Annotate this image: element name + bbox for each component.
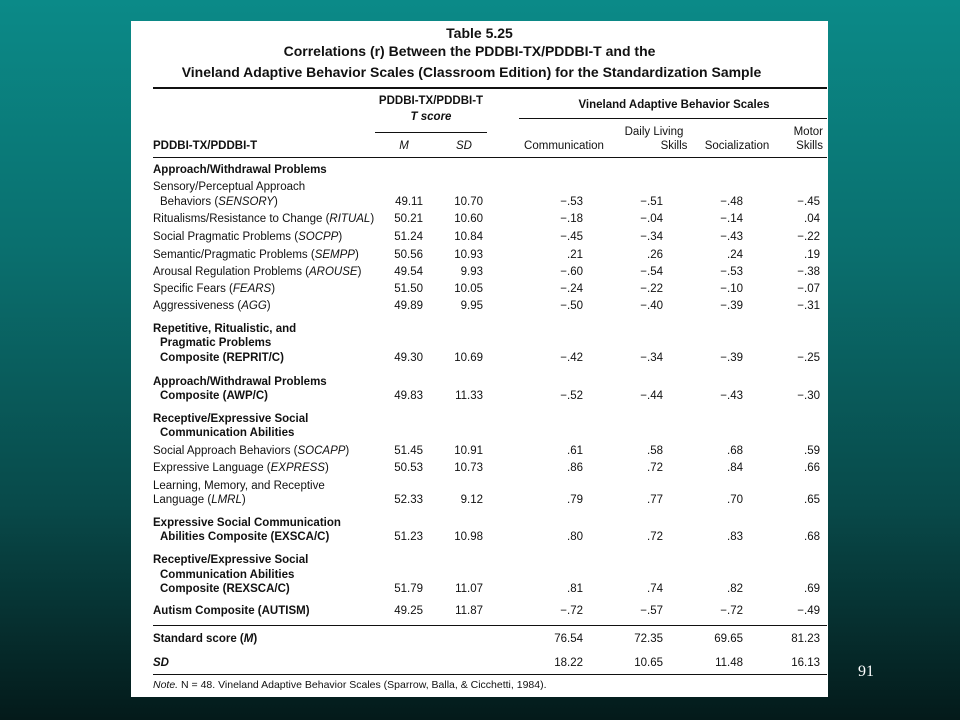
cell-sd: 9.95 [460, 300, 483, 312]
cell-sd: 10.73 [454, 462, 483, 474]
cell-daily-living: −.04 [640, 213, 663, 225]
cell-communication: −.60 [560, 266, 583, 278]
section-label: Approach/Withdrawal Problems [153, 164, 327, 176]
cell-m: 49.89 [394, 300, 423, 312]
cell-motor: −.25 [797, 352, 820, 364]
cell-daily-living: −.51 [640, 196, 663, 208]
cell-m: 49.25 [394, 605, 423, 617]
cell-m: 51.45 [394, 445, 423, 457]
table-number: Table 5.25 [446, 25, 513, 41]
cell-socialization: .83 [727, 531, 743, 543]
cell-socialization: .24 [727, 249, 743, 261]
cell-motor: −.31 [797, 300, 820, 312]
cell-motor: −.38 [797, 266, 820, 278]
col-motor-header-1: Motor [793, 126, 823, 138]
cell-m: 51.79 [394, 583, 423, 595]
cell-socialization: −.53 [720, 266, 743, 278]
composite-label: Autism Composite (AUTISM) [153, 605, 310, 617]
row-label: Sensory/Perceptual Approach [153, 181, 306, 193]
cell-motor: −.45 [797, 196, 820, 208]
row-label: Expressive Language (EXPRESS) [153, 462, 329, 474]
cell-motor: .69 [804, 583, 820, 595]
cell-daily-living: .77 [647, 494, 663, 506]
cell-motor: .04 [804, 213, 820, 225]
cell-socialization: −.39 [720, 300, 743, 312]
cell-communication: .81 [567, 583, 583, 595]
composite-label: Receptive/Expressive Social [153, 554, 309, 566]
stats-rule [153, 625, 827, 626]
table-page [131, 21, 828, 697]
cell-sd: 10.91 [454, 445, 483, 457]
cell-daily-living: .74 [647, 583, 663, 595]
cell-m: 49.11 [395, 196, 423, 208]
cell-m: 49.30 [394, 352, 423, 364]
composite-label: Composite (AWP/C) [160, 390, 268, 402]
cell-socialization: −.14 [720, 213, 743, 225]
cell-motor: .66 [804, 462, 820, 474]
vineland-rule [519, 118, 827, 119]
cell-sd: 11.33 [455, 390, 483, 402]
standard-score-communication: 76.54 [554, 633, 583, 645]
standard-score-label: Standard score (M) [153, 633, 258, 645]
cell-m: 51.50 [394, 283, 423, 295]
cell-motor: −.49 [797, 605, 820, 617]
header-rule [153, 157, 827, 158]
cell-sd: 11.87 [455, 605, 483, 617]
cell-sd: 10.93 [454, 249, 483, 261]
cell-socialization: .70 [727, 494, 743, 506]
cell-sd: 10.05 [454, 283, 483, 295]
cell-socialization: −.43 [720, 231, 743, 243]
table-title-line2: Vineland Adaptive Behavior Scales (Classroom Edition) for the Standardization Sample [181, 64, 762, 80]
sd-motor: 16.13 [791, 657, 820, 669]
composite-label: Composite (REXSCA/C) [160, 583, 290, 595]
cell-motor: .68 [804, 531, 820, 543]
col-motor-header-2: Skills [796, 140, 823, 152]
cell-sd: 9.93 [460, 266, 483, 278]
cell-sd: 10.60 [454, 213, 483, 225]
sd-daily: 10.65 [634, 657, 663, 669]
cell-sd: 10.69 [454, 352, 483, 364]
tscore-subheader: T score [410, 111, 452, 123]
cell-motor: −.07 [797, 283, 820, 295]
row-label: Arousal Regulation Problems (AROUSE) [153, 266, 362, 278]
table-note: Note. N = 48. Vineland Adaptive Behavior Scales (Sparrow, Balla, & Cicchetti, 1984). [153, 679, 547, 691]
col-m-header: M [399, 140, 409, 152]
tscore-group-header: PDDBI-TX/PDDBI-T [378, 95, 484, 107]
row-label: Ritualisms/Resistance to Change (RITUAL) [153, 213, 375, 225]
composite-label: Expressive Social Communication [153, 517, 341, 529]
cell-motor: −.30 [797, 390, 820, 402]
cell-daily-living: −.34 [640, 231, 663, 243]
cell-m: 51.24 [394, 231, 423, 243]
sd-row-label: SD [153, 657, 169, 669]
cell-m: 50.56 [394, 249, 423, 261]
cell-communication: −.52 [560, 390, 583, 402]
cell-communication: .21 [567, 249, 583, 261]
slide-number: 91 [858, 663, 874, 680]
cell-communication: .86 [567, 462, 583, 474]
cell-m: 49.54 [394, 266, 423, 278]
cell-communication: −.53 [560, 196, 583, 208]
cell-socialization: −.48 [720, 196, 743, 208]
section-label: Communication Abilities [160, 427, 295, 439]
cell-daily-living: −.34 [640, 352, 663, 364]
cell-daily-living: .26 [647, 249, 663, 261]
cell-sd: 11.07 [455, 583, 483, 595]
standard-score-daily: 72.35 [634, 633, 663, 645]
composite-label: Repetitive, Ritualistic, and [153, 323, 297, 335]
row-label: Language (LMRL) [153, 494, 246, 506]
composite-label: Pragmatic Problems [160, 337, 272, 349]
composite-label: Composite (REPRIT/C) [160, 352, 284, 364]
top-rule [153, 87, 827, 89]
cell-m: 51.23 [394, 531, 423, 543]
cell-m: 52.33 [394, 494, 423, 506]
col-sd-header: SD [456, 140, 472, 152]
cell-daily-living: −.54 [640, 266, 663, 278]
composite-label: Approach/Withdrawal Problems [153, 376, 327, 388]
cell-communication: −.72 [560, 605, 583, 617]
cell-motor: .59 [804, 445, 820, 457]
cell-daily-living: −.40 [640, 300, 663, 312]
bottom-rule [153, 674, 827, 675]
tscore-rule [375, 132, 487, 133]
cell-daily-living: −.22 [640, 283, 663, 295]
cell-socialization: −.39 [720, 352, 743, 364]
standard-score-motor: 81.23 [791, 633, 820, 645]
cell-m: 50.21 [394, 213, 423, 225]
cell-sd: 10.84 [454, 231, 483, 243]
cell-daily-living: −.44 [640, 390, 663, 402]
cell-daily-living: .72 [647, 462, 663, 474]
col-daily-header-2: Skills [660, 140, 688, 152]
composite-label: Communication Abilities [160, 569, 295, 581]
cell-motor: .65 [804, 494, 820, 506]
row-label: Semantic/Pragmatic Problems (SEMPP) [153, 249, 359, 261]
cell-sd: 9.12 [460, 494, 483, 506]
row-label: Learning, Memory, and Receptive [153, 480, 325, 492]
sd-communication: 18.22 [554, 657, 583, 669]
cell-communication: .79 [567, 494, 583, 506]
cell-socialization: −.43 [720, 390, 743, 402]
row-label: Social Pragmatic Problems (SOCPP) [153, 231, 343, 243]
row-label: Social Approach Behaviors (SOCAPP) [153, 445, 350, 457]
cell-daily-living: −.57 [640, 605, 663, 617]
col-communication-header: Communication [524, 140, 604, 152]
row-header: PDDBI-TX/PDDBI-T [153, 140, 258, 152]
cell-daily-living: .72 [647, 531, 663, 543]
cell-socialization: .84 [727, 462, 743, 474]
cell-sd: 10.70 [454, 196, 483, 208]
standard-score-socialization: 69.65 [714, 633, 743, 645]
cell-motor: −.22 [797, 231, 820, 243]
composite-label: Abilities Composite (EXSCA/C) [160, 531, 330, 543]
cell-socialization: .68 [727, 445, 743, 457]
cell-communication: −.50 [560, 300, 583, 312]
section-label: Receptive/Expressive Social [153, 413, 309, 425]
cell-daily-living: .58 [647, 445, 663, 457]
vineland-group-header: Vineland Adaptive Behavior Scales [578, 99, 770, 111]
cell-communication: −.18 [560, 213, 583, 225]
row-label: Behaviors (SENSORY) [160, 196, 278, 208]
cell-m: 49.83 [394, 390, 423, 402]
cell-motor: .19 [804, 249, 820, 261]
row-label: Specific Fears (FEARS) [153, 283, 276, 295]
cell-communication: −.42 [560, 352, 583, 364]
cell-socialization: −.10 [720, 283, 743, 295]
cell-communication: −.45 [560, 231, 583, 243]
cell-communication: .80 [567, 531, 583, 543]
cell-sd: 10.98 [454, 531, 483, 543]
cell-communication: −.24 [560, 283, 583, 295]
col-daily-header-1: Daily Living [624, 126, 684, 138]
cell-socialization: −.72 [720, 605, 743, 617]
table-title-line1: Correlations (r) Between the PDDBI-TX/PDDBI-T and the [283, 43, 656, 59]
cell-m: 50.53 [394, 462, 423, 474]
row-label: Aggressiveness (AGG) [153, 300, 271, 312]
cell-communication: .61 [567, 445, 583, 457]
cell-socialization: .82 [727, 583, 743, 595]
sd-socialization: 11.48 [715, 657, 743, 669]
col-socialization-header: Socialization [704, 140, 770, 152]
